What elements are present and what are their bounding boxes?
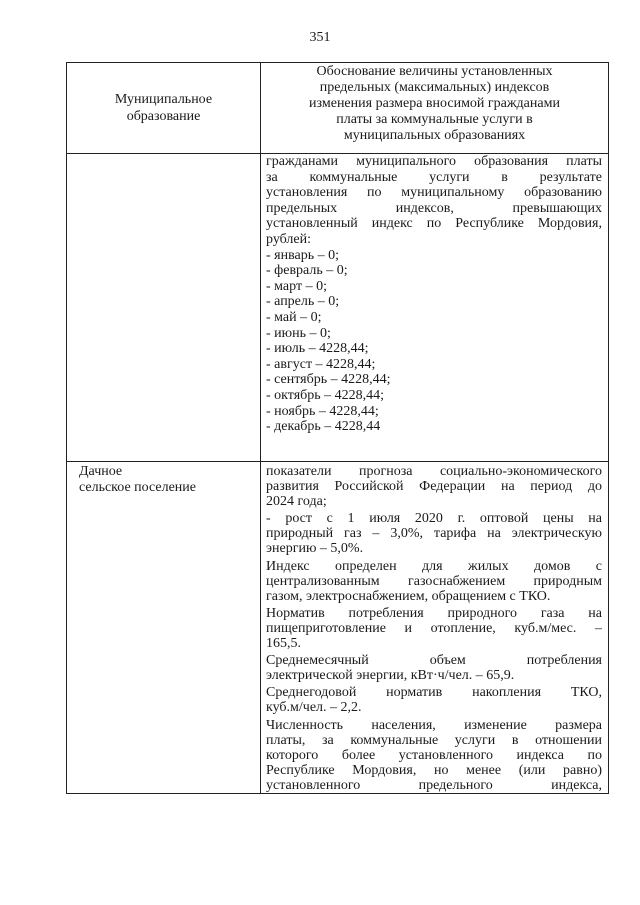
text-line: развития Российской Федерации на период до — [266, 479, 602, 495]
month-item: - апрель – 0; — [266, 294, 340, 310]
text-line: установленный индекс по Республике Мордовия, — [266, 216, 602, 232]
header-justification — [261, 63, 609, 154]
text-line: Норматив потребления природного газа на — [266, 605, 602, 621]
header-municipality — [67, 63, 261, 154]
text-line: газом, электроснабжением, обращением с ТКО. — [266, 588, 551, 604]
month-item: - июнь – 0; — [266, 325, 331, 341]
text-line: Республике Мордовия, но менее (или равно) — [266, 762, 602, 778]
month-item: - сентябрь – 4228,44; — [266, 372, 391, 388]
text-line: установленного предельного индекса, — [266, 777, 602, 793]
text-line: Индекс определен для жилых домов с — [266, 558, 602, 574]
municipality-cell-empty — [67, 154, 261, 462]
text-line: Среднегодовой норматив накопления ТКО, — [266, 685, 602, 701]
text-line: куб.м/чел. – 2,2. — [266, 700, 362, 716]
header-col1-line: Муниципальное — [114, 92, 213, 107]
table-header-row — [67, 63, 609, 154]
text-line: платы, за коммунальные услуги в отношении — [266, 732, 602, 748]
header-col2-line: Обоснование величины установленных — [316, 64, 553, 79]
municipality-cell — [67, 462, 261, 794]
text-line: Среднемесячный объем потребления — [266, 653, 602, 669]
indices-table — [66, 62, 609, 794]
text-line: рублей: — [266, 231, 311, 247]
text-line: централизованным газоснабжением природным — [266, 573, 602, 589]
text-line: 2024 года; — [266, 494, 327, 510]
justification-cell — [261, 462, 609, 794]
month-item: - декабрь – 4228,44 — [266, 419, 381, 435]
header-col2-line: предельных (максимальных) индексов — [319, 80, 550, 95]
header-col2-line: платы за коммунальные услуги в — [336, 112, 533, 127]
municipality-name: сельское поселение — [79, 480, 196, 495]
text-line: которого более установленного индекса по — [266, 747, 602, 763]
text-line: 165,5. — [266, 636, 301, 652]
header-col2-line: изменения размера вносимой гражданами — [309, 96, 560, 111]
table-row-continuation — [67, 154, 609, 462]
header-col1-line: образование — [126, 109, 201, 124]
text-line: Численность населения, изменение размера — [266, 717, 602, 733]
text-line: гражданами муниципального образования платы — [266, 154, 602, 169]
month-item: - июль – 4228,44; — [266, 341, 369, 357]
month-item: - май – 0; — [266, 309, 322, 325]
municipality-name: Дачное — [79, 464, 123, 479]
text-line: предельных индексов, превышающих — [266, 200, 602, 216]
page-number: 351 — [309, 30, 331, 45]
text-line: показатели прогноза социально-экономического — [266, 464, 602, 479]
text-line: установления по муниципальному образованию — [266, 185, 602, 201]
text-line: электрической энергии, кВт·ч/чел. – 65,9. — [266, 668, 515, 684]
month-item: - январь – 0; — [266, 247, 340, 263]
month-item: - февраль – 0; — [266, 263, 348, 279]
text-line: энергию – 5,0%. — [266, 541, 364, 557]
month-item: - ноябрь – 4228,44; — [266, 403, 379, 419]
justification-cell — [261, 154, 609, 462]
table-row-dachnoe — [67, 462, 609, 794]
header-col2-line: муниципальных образованиях — [343, 128, 526, 143]
text-line: за коммунальные услуги в результате — [266, 169, 602, 185]
month-item: - август – 4228,44; — [266, 356, 376, 372]
month-item: - март – 0; — [266, 278, 327, 294]
text-line: пищеприготовление и отопление, куб.м/мес. – — [266, 620, 602, 636]
month-item: - октябрь – 4228,44; — [266, 387, 385, 403]
text-line: природный газ – 3,0%, тарифа на электрическую — [266, 526, 602, 542]
text-line: - рост с 1 июля 2020 г. оптовой цены на — [266, 511, 602, 527]
